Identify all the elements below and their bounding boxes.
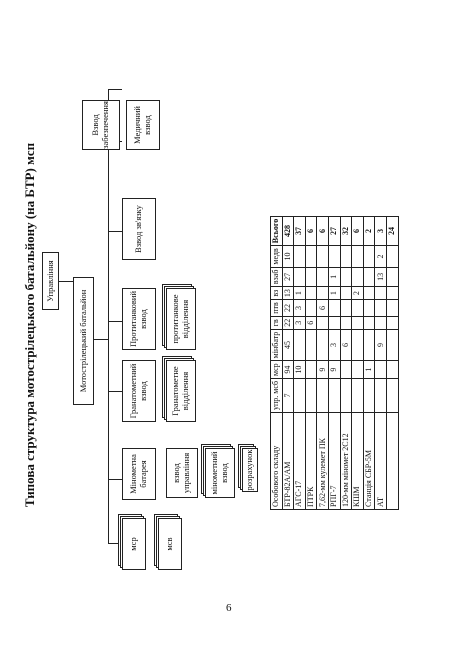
- table-cell: [386, 361, 398, 379]
- row-label: 120-мм міномет 2С12: [340, 413, 352, 510]
- page-title: Типова структура мотострілецького батальйону (на БТР) мсп: [22, 142, 37, 508]
- table-cell: [328, 300, 340, 317]
- table-cell: [305, 361, 317, 379]
- header-cell: Всього: [271, 216, 283, 246]
- table-cell: [305, 378, 317, 412]
- table-cell: 2: [375, 246, 387, 267]
- company-box-1: мср: [122, 518, 146, 570]
- table-cell: [363, 378, 375, 412]
- table-cell: [294, 246, 306, 267]
- table-cell: [352, 246, 364, 267]
- table-cell: 1: [363, 361, 375, 379]
- table-row: [317, 216, 329, 509]
- header-cell: мінбатр: [271, 329, 283, 361]
- table-row: [375, 216, 387, 509]
- table-cell: [317, 329, 329, 361]
- table-cell: [352, 378, 364, 412]
- line-v7: [108, 89, 122, 90]
- table-cell: 24: [386, 216, 398, 246]
- table-cell: 3: [375, 216, 387, 246]
- table-row: [340, 216, 352, 509]
- table-cell: 9: [328, 361, 340, 379]
- company-box-2: мсв: [158, 518, 182, 570]
- table-cell: 10: [282, 246, 294, 267]
- table-cell: [386, 246, 398, 267]
- management-box: Управління: [42, 252, 59, 310]
- table-row: [386, 216, 398, 509]
- row-label: КШМ: [352, 413, 364, 510]
- table-cell: [340, 378, 352, 412]
- header-cell: Особового складу: [271, 413, 283, 510]
- table-cell: [386, 378, 398, 412]
- signal-platoon-box: Взвод зв'язку: [122, 198, 156, 260]
- table-cell: [375, 300, 387, 317]
- table-cell: [363, 300, 375, 317]
- table-cell: [352, 329, 364, 361]
- table-cell: 7: [282, 378, 294, 412]
- line-v1: [108, 543, 122, 544]
- header-cell: мср: [271, 361, 283, 379]
- table-cell: 22: [282, 316, 294, 329]
- grenade-platoon-box: Гранатометний взвод: [122, 360, 156, 422]
- table-cell: [386, 300, 398, 317]
- row-label: БТР-82А/АМ: [282, 413, 294, 510]
- table-cell: [363, 267, 375, 287]
- header-cell: вз: [271, 287, 283, 300]
- table-cell: [363, 329, 375, 361]
- table-cell: 6: [317, 300, 329, 317]
- row-label: АГС-17: [294, 413, 306, 510]
- table-row: [352, 216, 364, 509]
- table-cell: [375, 378, 387, 412]
- mortar-crew-box: розрахунок: [242, 448, 258, 492]
- table-cell: 22: [282, 300, 294, 317]
- line-v4: [108, 321, 122, 322]
- table-cell: 9: [317, 361, 329, 379]
- table-cell: [305, 300, 317, 317]
- row-label: [386, 413, 398, 510]
- table-cell: 27: [328, 216, 340, 246]
- battalion-box: Мотострілецький батальйон: [73, 277, 94, 405]
- table-cell: [352, 300, 364, 317]
- mortar-battery-box: Мінометна батарея: [122, 448, 156, 500]
- table-header-row: [271, 216, 283, 509]
- table-cell: [305, 246, 317, 267]
- table-cell: 428: [282, 216, 294, 246]
- table-row: [363, 216, 375, 509]
- table-cell: [352, 361, 364, 379]
- header-cell: птв: [271, 300, 283, 317]
- table-cell: [386, 329, 398, 361]
- table-cell: [317, 287, 329, 300]
- line-horizontal: [108, 89, 109, 544]
- table-cell: 6: [305, 316, 317, 329]
- table-cell: 3: [294, 300, 306, 317]
- table-cell: 3: [328, 329, 340, 361]
- row-label: АТ: [375, 413, 387, 510]
- table-cell: [328, 378, 340, 412]
- support-platoon-box: Взвод забезпечення: [82, 100, 120, 150]
- line-v2: [108, 479, 122, 480]
- table-cell: [328, 246, 340, 267]
- table-cell: 45: [282, 329, 294, 361]
- row-label: 7,62-мм кулемет ПК: [317, 413, 329, 510]
- table-cell: 37: [294, 216, 306, 246]
- table-row: [282, 216, 294, 509]
- line-bn-down: [94, 339, 108, 340]
- table-cell: 6: [317, 216, 329, 246]
- table-cell: [305, 287, 317, 300]
- table-cell: 2: [352, 287, 364, 300]
- table-cell: [328, 316, 340, 329]
- table-cell: 3: [294, 316, 306, 329]
- table-cell: 10: [294, 361, 306, 379]
- table-cell: [340, 246, 352, 267]
- table-cell: [317, 246, 329, 267]
- table-cell: 13: [375, 267, 387, 287]
- table-cell: 6: [305, 216, 317, 246]
- table-cell: [386, 267, 398, 287]
- header-cell: медв: [271, 246, 283, 267]
- table-cell: [340, 267, 352, 287]
- equipment-table: [270, 216, 399, 510]
- row-label: Станція СБР-5М: [363, 413, 375, 510]
- row-label: ПТРК: [305, 413, 317, 510]
- page-number: 6: [226, 602, 232, 614]
- table-cell: [363, 246, 375, 267]
- table-cell: [340, 287, 352, 300]
- table-cell: [386, 287, 398, 300]
- table-cell: [363, 287, 375, 300]
- header-cell: гв: [271, 316, 283, 329]
- table-cell: [386, 316, 398, 329]
- table-cell: [352, 316, 364, 329]
- table-cell: [317, 267, 329, 287]
- table-cell: 1: [294, 287, 306, 300]
- table-cell: 1: [328, 267, 340, 287]
- table-cell: [340, 316, 352, 329]
- table-row: [294, 216, 306, 509]
- line-v3: [108, 391, 122, 392]
- medical-platoon-box: Медичний взвод: [126, 100, 160, 150]
- table-cell: [317, 316, 329, 329]
- table-cell: [305, 267, 317, 287]
- table-cell: 9: [375, 329, 387, 361]
- table-cell: 94: [282, 361, 294, 379]
- antitank-platoon-box: Протитанковий взвод: [122, 288, 156, 350]
- table-cell: [363, 316, 375, 329]
- table-cell: [340, 361, 352, 379]
- mortar-platoon-box: мінометний взвод: [205, 448, 235, 498]
- table-cell: [375, 361, 387, 379]
- table-cell: 1: [328, 287, 340, 300]
- mortar-control-box: взвод управління: [166, 448, 198, 498]
- table-cell: [305, 329, 317, 361]
- table-cell: 2: [363, 216, 375, 246]
- table-cell: [294, 378, 306, 412]
- table-cell: 6: [352, 216, 364, 246]
- table-cell: [340, 300, 352, 317]
- table-cell: [294, 329, 306, 361]
- table-cell: [352, 267, 364, 287]
- line-v5: [108, 231, 122, 232]
- table-cell: [294, 267, 306, 287]
- table-row: [328, 216, 340, 509]
- table-row: [305, 216, 317, 509]
- antitank-squads-box: протитанкове відділення: [166, 288, 196, 350]
- table-cell: [317, 378, 329, 412]
- table-cell: 6: [340, 329, 352, 361]
- table-cell: 32: [340, 216, 352, 246]
- header-cell: упр. мсб: [271, 378, 283, 412]
- grenade-squads-box: Гранатометне відділення: [166, 360, 196, 422]
- table-cell: 27: [282, 267, 294, 287]
- table-cell: [375, 316, 387, 329]
- row-label: РПГ-7: [328, 413, 340, 510]
- table-cell: [375, 287, 387, 300]
- line-mgmt: [58, 281, 73, 282]
- header-cell: взаб: [271, 267, 283, 287]
- table-cell: 13: [282, 287, 294, 300]
